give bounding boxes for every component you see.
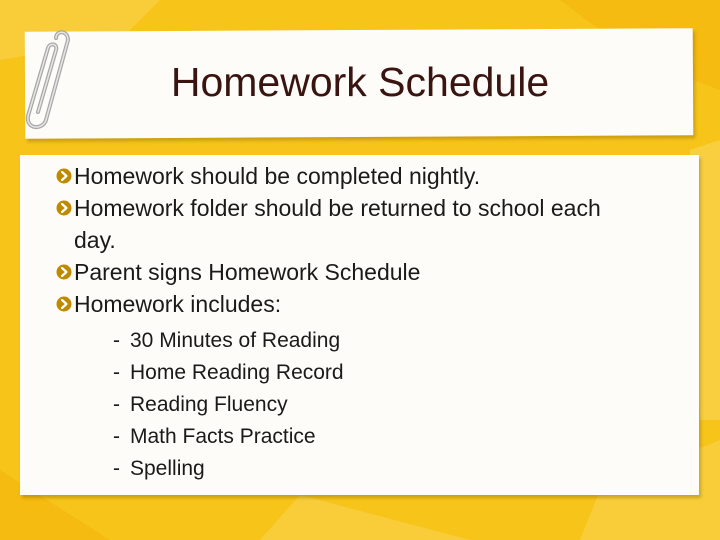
bullet-text: Homework folder should be returned to school each day. bbox=[74, 195, 601, 253]
bullet-item bbox=[56, 256, 634, 288]
bullet-item bbox=[56, 288, 634, 320]
bullet-list bbox=[56, 160, 634, 320]
slide-title: Homework Schedule bbox=[170, 59, 550, 105]
sub-item bbox=[113, 421, 344, 453]
paperclip-icon bbox=[20, 28, 70, 132]
circled-chevron-right-icon bbox=[56, 168, 72, 184]
sub-item-text: Home Reading Record bbox=[130, 361, 344, 384]
sub-item bbox=[113, 325, 344, 357]
dash-marker: - bbox=[113, 361, 120, 384]
sub-item-text: 30 Minutes of Reading bbox=[130, 329, 341, 352]
bullet-text: Homework includes: bbox=[74, 291, 282, 317]
sub-item bbox=[113, 357, 344, 389]
bullet-text: Homework should be completed nightly. bbox=[74, 163, 481, 189]
sub-item bbox=[113, 453, 344, 485]
bullet-item bbox=[56, 160, 634, 192]
sub-list bbox=[113, 325, 344, 485]
circled-chevron-right-icon bbox=[56, 264, 72, 280]
dash-marker: - bbox=[113, 329, 120, 352]
circled-chevron-right-icon bbox=[56, 200, 72, 216]
bullet-text: Parent signs Homework Schedule bbox=[74, 259, 421, 285]
sub-item-text: Math Facts Practice bbox=[130, 425, 316, 448]
dash-marker: - bbox=[113, 393, 120, 416]
bullet-item bbox=[56, 192, 634, 256]
sub-item bbox=[113, 389, 344, 421]
dash-marker: - bbox=[113, 425, 120, 448]
sub-item-text: Spelling bbox=[130, 457, 205, 480]
sub-item-text: Reading Fluency bbox=[130, 393, 288, 416]
dash-marker: - bbox=[113, 457, 120, 480]
circled-chevron-right-icon bbox=[56, 296, 72, 312]
